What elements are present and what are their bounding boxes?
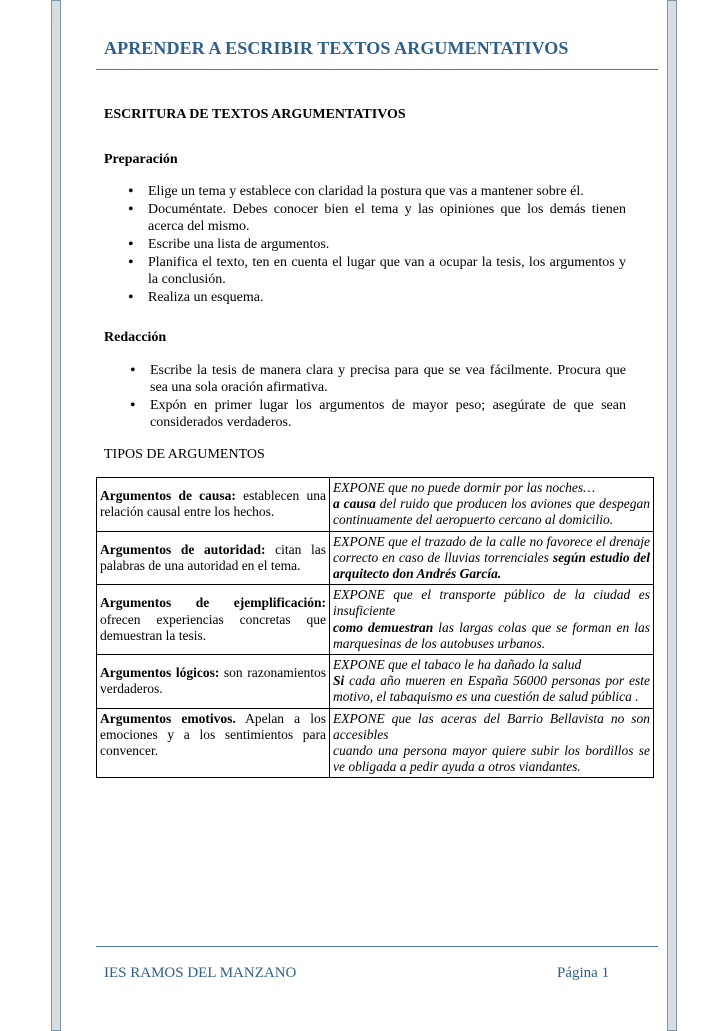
argument-desc: establecen una relación causal entre los hechos. (100, 488, 326, 520)
table-row (97, 655, 654, 709)
argument-example-cell (330, 531, 654, 585)
left-margin-bar (51, 0, 61, 1031)
example-text: cuando una persona mayor quiere subir los bordillos se ve obligada a pedir ayuda a otros viandantes. (333, 743, 650, 775)
list-item: • Escribe la tesis de manera clara y precisa para que se vea fácilmente. Procura que sea una sola oración afirmativa. (128, 362, 626, 396)
example-text: las largas colas que se forman en las marquesinas de los autobuses urbanos. (333, 619, 650, 651)
argument-term: Argumentos lógicos: (100, 665, 220, 681)
table-row (97, 531, 654, 585)
footer-page-number: Página 1 (557, 965, 610, 981)
example-text: EXPONE que las aceras del Barrio Bellavista no son accesibles (333, 710, 650, 742)
page-header-title: APRENDER A ESCRIBIR TEXTOS ARGUMENTATIVOS (104, 38, 569, 58)
list-item: • Documéntate. Debes conocer bien el tema y las opiniones que los demás tienen acerca del mismo. (126, 201, 626, 235)
list-item: • Expón en primer lugar los argumentos de mayor peso; asegúrate de que sean considerados verdaderos. (128, 397, 626, 431)
argument-example-cell (330, 708, 654, 778)
example-keyword: como demuestran (333, 619, 434, 635)
list-item: • Elige un tema y establece con claridad la postura que vas a mantener sobre él. (126, 183, 626, 200)
argument-desc: Apelan a los emociones y a los sentimientos para convencer. (100, 710, 326, 759)
argument-example-cell (330, 655, 654, 709)
example-text: EXPONE que el transporte público de la ciudad es insuficiente (333, 587, 650, 619)
table-row (97, 708, 654, 778)
footer-school-name: IES RAMOS DEL MANZANO (104, 965, 297, 981)
footer-rule (96, 946, 658, 947)
argument-type-cell (97, 478, 330, 532)
document-heading: ESCRITURA DE TEXTOS ARGUMENTATIVOS (104, 107, 406, 122)
header-rule (96, 69, 658, 70)
preparacion-title: Preparación (104, 152, 178, 167)
argument-type-cell (97, 708, 330, 778)
arguments-table (96, 477, 654, 778)
example-keyword: a causa (333, 496, 376, 512)
redaccion-list (128, 362, 626, 432)
table-row (97, 478, 654, 532)
list-item: • Escribe una lista de argumentos. (126, 236, 626, 253)
list-item: • Realiza un esquema. (126, 289, 626, 306)
argument-desc: ofrecen experiencias concretas que demuestran la tesis. (100, 611, 326, 643)
argument-example-cell (330, 585, 654, 655)
argument-desc: citan las palabras de una autoridad en el tema. (100, 541, 326, 573)
tipos-title: TIPOS DE ARGUMENTOS (104, 447, 265, 462)
argument-example-cell (330, 478, 654, 532)
argument-type-cell (97, 655, 330, 709)
redaccion-title: Redacción (104, 330, 167, 345)
right-margin-bar (667, 0, 677, 1031)
argument-term: Argumentos emotivos. (100, 710, 236, 726)
example-keyword: según estudio del arquitecto don Andrés García. (333, 549, 651, 582)
argument-desc: son razonamientos verdaderos. (100, 665, 326, 697)
argument-type-cell (97, 585, 330, 655)
example-text: EXPONE que el trazado de la calle no favorece el drenaje correcto en caso de lluvias torrenciales (333, 533, 650, 565)
example-keyword: Si (333, 673, 345, 689)
argument-term: Argumentos de causa: (100, 488, 236, 504)
table-row (97, 585, 654, 655)
list-item: • Planifica el texto, ten en cuenta el lugar que van a ocupar la tesis, los argumentos y la conclusión. (126, 254, 626, 288)
argument-type-cell (97, 531, 330, 585)
example-text: cada año mueren en España 56000 personas por este motivo, el tabaquismo es una cuestión de salud pública . (333, 673, 650, 705)
argument-term: Argumentos de ejemplificación: (100, 595, 326, 611)
preparacion-list (126, 183, 626, 307)
argument-term: Argumentos de autoridad: (100, 541, 266, 557)
example-text: del ruido que producen los aviones que despegan continuamente del aeropuerto cercano al domicilio. (333, 496, 650, 528)
example-text: EXPONE que el tabaco le ha dañado la salud (333, 657, 582, 673)
example-text: EXPONE que no puede dormir por las noches… (333, 480, 596, 495)
